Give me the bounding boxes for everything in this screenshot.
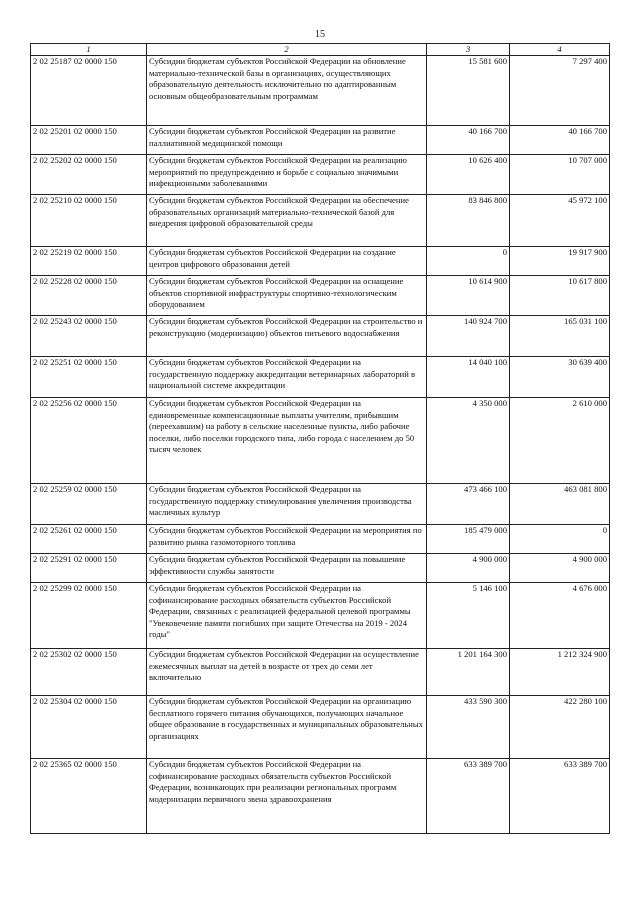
amount-year-2-cell: 10 707 000 (510, 155, 610, 195)
column-header-1: 1 (31, 44, 147, 56)
amount-year-1-cell: 15 581 600 (427, 56, 510, 126)
description-cell: Субсидии бюджетам субъектов Российской Федерации на организацию бесплатного горячего питания обучающихся, получающих начальное общее образование в государственных и муниципальных образовательных организациях (147, 696, 427, 759)
amount-year-2-cell: 4 676 000 (510, 583, 610, 649)
amount-year-2-cell: 463 081 800 (510, 484, 610, 525)
amount-year-1-cell: 473 466 100 (427, 484, 510, 525)
amount-year-1-cell: 10 614 900 (427, 276, 510, 316)
description-cell: Субсидии бюджетам субъектов Российской Федерации на софинансирование расходных обязательств субъектов Российской Федерации, возникающих при реализации региональных программ модернизации первичного звена здравоохранения (147, 759, 427, 834)
table-row (31, 155, 610, 195)
amount-year-2-cell: 2 610 000 (510, 398, 610, 484)
description-cell: Субсидии бюджетам субъектов Российской Федерации на повышение эффективности службы занятости (147, 554, 427, 583)
amount-year-2-cell: 1 212 324 900 (510, 649, 610, 696)
amount-year-1-cell: 140 924 700 (427, 316, 510, 357)
description-cell: Субсидии бюджетам субъектов Российской Федерации на оснащение объектов спортивной инфраструктуры спортивно-технологическим оборудованием (147, 276, 427, 316)
amount-year-2-cell: 4 900 000 (510, 554, 610, 583)
description-cell: Субсидии бюджетам субъектов Российской Федерации на создание центров цифрового образования детей (147, 247, 427, 276)
income-code-cell: 2 02 25261 02 0000 150 (31, 525, 147, 554)
income-code-cell: 2 02 25243 02 0000 150 (31, 316, 147, 357)
income-code-cell: 2 02 25256 02 0000 150 (31, 398, 147, 484)
description-cell: Субсидии бюджетам субъектов Российской Федерации на строительство и реконструкцию (модернизацию) объектов питьевого водоснабжения (147, 316, 427, 357)
table-row (31, 195, 610, 247)
income-code-cell: 2 02 25187 02 0000 150 (31, 56, 147, 126)
income-code-cell: 2 02 25219 02 0000 150 (31, 247, 147, 276)
amount-year-1-cell: 4 900 000 (427, 554, 510, 583)
amount-year-2-cell: 7 297 400 (510, 56, 610, 126)
amount-year-1-cell: 40 166 700 (427, 126, 510, 155)
amount-year-2-cell: 633 389 700 (510, 759, 610, 834)
amount-year-2-cell: 45 972 100 (510, 195, 610, 247)
column-number-row (31, 44, 610, 56)
income-code-cell: 2 02 25299 02 0000 150 (31, 583, 147, 649)
income-code-cell: 2 02 25304 02 0000 150 (31, 696, 147, 759)
amount-year-2-cell: 40 166 700 (510, 126, 610, 155)
table-row (31, 357, 610, 398)
amount-year-1-cell: 185 479 000 (427, 525, 510, 554)
table-row (31, 126, 610, 155)
budget-table (30, 43, 610, 834)
amount-year-2-cell: 0 (510, 525, 610, 554)
amount-year-1-cell: 4 350 000 (427, 398, 510, 484)
income-code-cell: 2 02 25302 02 0000 150 (31, 649, 147, 696)
description-cell: Субсидии бюджетам субъектов Российской Федерации на осуществление ежемесячных выплат на детей в возрасте от трех до семи лет включительно (147, 649, 427, 696)
table-row (31, 247, 610, 276)
amount-year-1-cell: 14 040 100 (427, 357, 510, 398)
income-code-cell: 2 02 25259 02 0000 150 (31, 484, 147, 525)
table-row (31, 56, 610, 126)
description-cell: Субсидии бюджетам субъектов Российской Федерации на обеспечение образовательных организаций материально-технической базой для внедрения цифровой образовательной среды (147, 195, 427, 247)
description-cell: Субсидии бюджетам субъектов Российской Федерации на обновление материально-технической базы в организациях, осуществляющих образовательную деятельность исключительно по адаптированным основным общеобразовательным программам (147, 56, 427, 126)
amount-year-1-cell: 83 846 800 (427, 195, 510, 247)
income-code-cell: 2 02 25202 02 0000 150 (31, 155, 147, 195)
description-cell: Субсидии бюджетам субъектов Российской Федерации на государственную поддержку стимулирования увеличения производства масличных культур (147, 484, 427, 525)
description-cell: Субсидии бюджетам субъектов Российской Федерации на единовременные компенсационные выплаты учителям, прибывшим (переехавшим) на работу в сельские населенные пункты, либо рабочие поселки, либо поселки городского типа, либо города с населением до 50 тысяч человек (147, 398, 427, 484)
table-row (31, 759, 610, 834)
income-code-cell: 2 02 25291 02 0000 150 (31, 554, 147, 583)
description-cell: Субсидии бюджетам субъектов Российской Федерации на реализацию мероприятий по предупреждению и борьбе с социально значимыми инфекционными заболеваниями (147, 155, 427, 195)
table-row (31, 398, 610, 484)
table-row (31, 276, 610, 316)
table-row (31, 649, 610, 696)
amount-year-2-cell: 422 280 100 (510, 696, 610, 759)
amount-year-1-cell: 433 590 300 (427, 696, 510, 759)
income-code-cell: 2 02 25210 02 0000 150 (31, 195, 147, 247)
income-code-cell: 2 02 25228 02 0000 150 (31, 276, 147, 316)
amount-year-1-cell: 633 389 700 (427, 759, 510, 834)
income-code-cell: 2 02 25251 02 0000 150 (31, 357, 147, 398)
amount-year-1-cell: 1 201 164 300 (427, 649, 510, 696)
description-cell: Субсидии бюджетам субъектов Российской Федерации на софинансирование расходных обязательств субъектов Российской Федерации, связанных с реализацией федеральной целевой программы "Увековечение памяти погибших при защите Отечества на 2019 - 2024 годы" (147, 583, 427, 649)
table-row (31, 316, 610, 357)
amount-year-1-cell: 0 (427, 247, 510, 276)
amount-year-2-cell: 165 031 100 (510, 316, 610, 357)
column-header-4: 4 (510, 44, 610, 56)
income-code-cell: 2 02 25201 02 0000 150 (31, 126, 147, 155)
amount-year-1-cell: 5 146 100 (427, 583, 510, 649)
description-cell: Субсидии бюджетам субъектов Российской Федерации на мероприятия по развитию рынка газомоторного топлива (147, 525, 427, 554)
description-cell: Субсидии бюджетам субъектов Российской Федерации на государственную поддержку аккредитации ветеринарных лабораторий в национальной системе аккредитации (147, 357, 427, 398)
table-row (31, 554, 610, 583)
table-row (31, 696, 610, 759)
table-row (31, 484, 610, 525)
table-row (31, 583, 610, 649)
amount-year-2-cell: 10 617 800 (510, 276, 610, 316)
column-header-3: 3 (427, 44, 510, 56)
page-number: 15 (315, 29, 325, 40)
income-code-cell: 2 02 25365 02 0000 150 (31, 759, 147, 834)
amount-year-2-cell: 30 639 400 (510, 357, 610, 398)
table-row (31, 525, 610, 554)
description-cell: Субсидии бюджетам субъектов Российской Федерации на развитие паллиативной медицинской помощи (147, 126, 427, 155)
column-header-2: 2 (147, 44, 427, 56)
amount-year-1-cell: 10 626 400 (427, 155, 510, 195)
amount-year-2-cell: 19 917 900 (510, 247, 610, 276)
